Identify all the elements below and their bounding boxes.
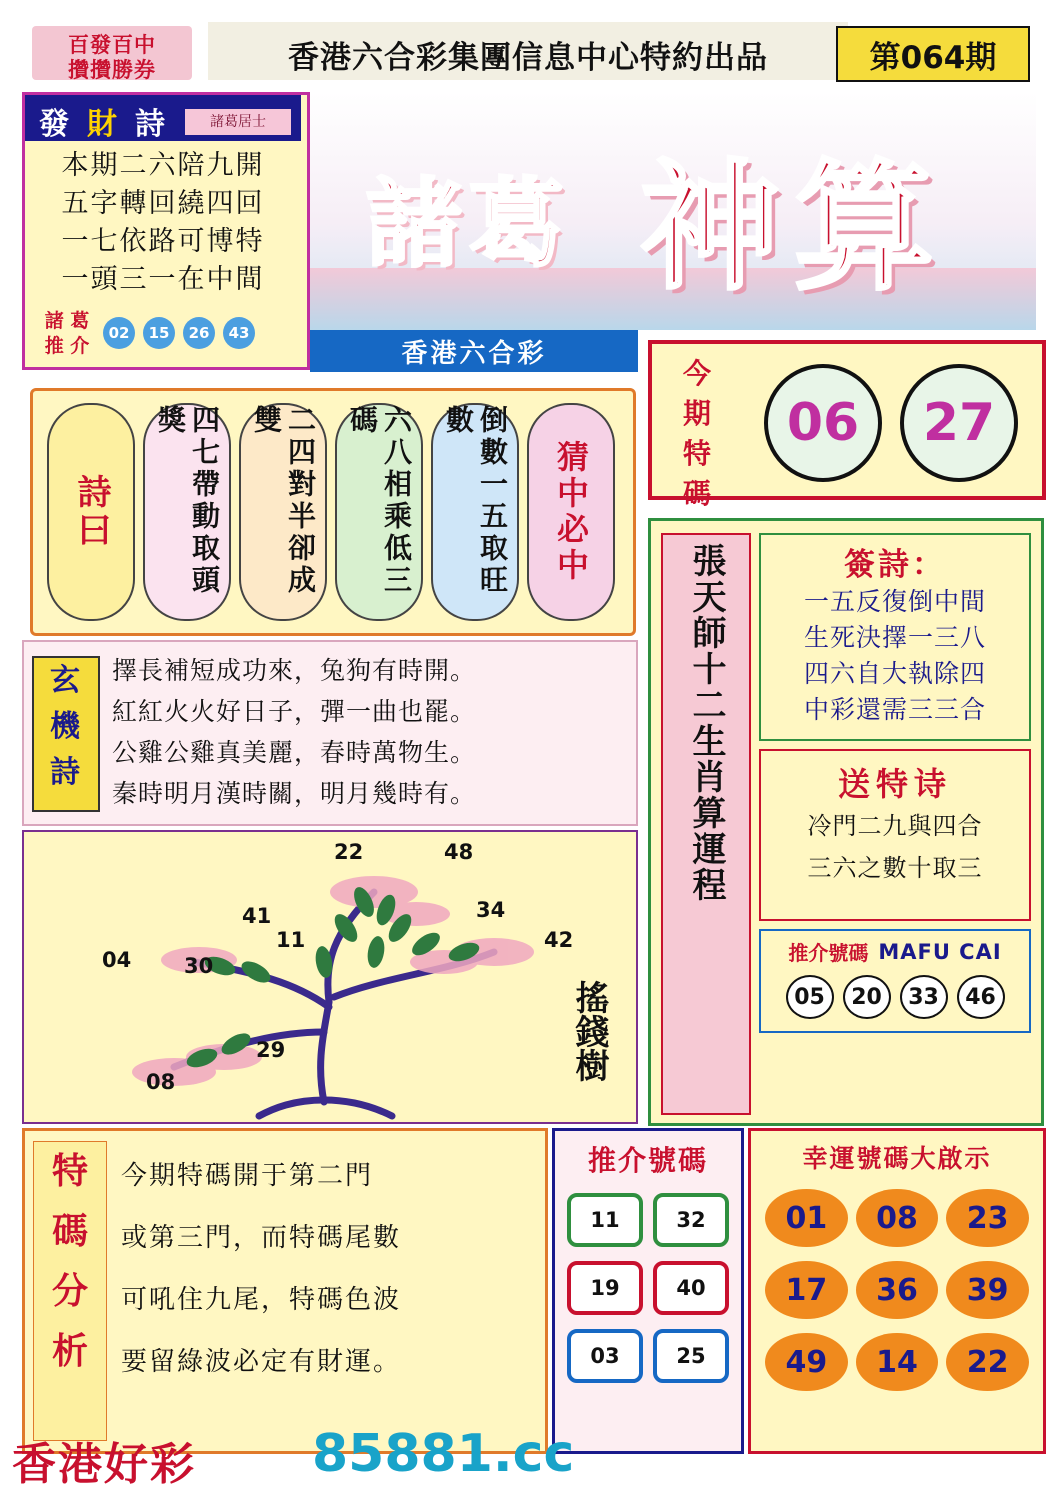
poem-line: 五字轉回繞四回 [61,188,265,219]
recommend-ball: 25 [653,1329,729,1383]
capsule-item [47,403,135,621]
analysis-line: 可吼住九尾，特碼色波 [121,1285,402,1315]
xuanji-line: 公雞公雞真美麗，春時萬物生。 [112,738,477,767]
recommend-ball: 11 [567,1193,643,1247]
bottom-recommend-grid [567,1193,729,1383]
special-ball-2: 27 [900,364,1018,482]
hero-title-art [310,92,1036,330]
recommend-number: 05 [786,975,834,1019]
recommend-ball: 32 [653,1193,729,1247]
qianshi-box [759,533,1031,741]
capsule-item [143,403,231,621]
analysis-line: 要留綠波必定有財運。 [121,1347,402,1377]
special-analysis-text [121,1145,537,1393]
tree-number: 29 [256,1038,286,1062]
money-tree-panel [22,830,638,1124]
recommend-number: 46 [957,975,1005,1019]
recommend-number-box [759,929,1031,1033]
capsule-text: 二四對半卻成雙 [250,405,317,597]
issue-label: 第064期 [869,39,997,76]
tree-number: 48 [444,840,474,864]
capsule-text: 六八相乘低三碼 [346,405,413,597]
capsule-text: 倒數一五取旺數 [442,405,509,597]
zhang-tianshi-banner [661,533,751,1115]
tree-number: 41 [242,904,272,928]
songte-line: 冷門二九與四合 [807,812,983,840]
lucky-ball: 17 [765,1261,848,1319]
poem-title-char-1: 發 [39,107,69,142]
watermark [12,1424,712,1490]
brand-logo-line1: 百發百中 [68,33,156,57]
hero-subtitle: 香港六合彩 [401,338,547,369]
analysis-line: 或第三門，而特碼尾數 [121,1223,402,1253]
recommend-label-en: MAFU CAI [878,939,1002,964]
special-number-label: 今 期 特 碼 [662,354,732,482]
qianshi-line: 四六自大執除四 [803,659,986,688]
hero-subtitle-bar [310,330,638,372]
special-analysis-label: 特 碼 分 析 [33,1141,107,1441]
hero-title-part1: 諸葛 [366,168,570,280]
poem-recommend-label-2: 推 介 [44,335,90,357]
bottom-recommend-title: 推介號碼 [587,1144,708,1177]
xuanji-line: 擇長補短成功來，兔狗有時開。 [112,656,477,685]
zhang-tianshi-title: 張天師十二生肖算運程 [686,543,726,903]
poem-recommend-numbers [103,317,255,349]
poem-number-ball: 26 [183,317,215,349]
lucky-ball: 22 [946,1333,1029,1391]
capsule-text: 詩曰 [71,474,111,550]
lucky-number-panel [748,1128,1046,1454]
special-number-box [648,340,1046,510]
capsule-hints-panel [30,388,636,636]
money-tree-illustration [24,832,636,1122]
special-ball-1: 06 [764,364,882,482]
lucky-ball: 36 [856,1261,939,1319]
poem-title-char-3: 詩 [135,107,165,142]
qianshi-line: 一五反復倒中間 [803,587,986,616]
lucky-number-title: 幸運號碼大啟示 [802,1144,992,1173]
lucky-ball: 49 [765,1333,848,1391]
capsule-item [527,403,615,621]
poem-line: 一頭三一在中間 [61,264,265,295]
tree-number: 30 [184,954,214,978]
right-fortune-panel [648,518,1044,1126]
lucky-ball: 23 [946,1189,1029,1247]
lucky-ball: 14 [856,1333,939,1391]
recommend-ball: 03 [567,1329,643,1383]
poem-recommend-label [35,309,99,359]
recommend-number-list [761,975,1029,1019]
poem-number-ball: 43 [223,317,255,349]
bottom-recommend-panel [552,1128,744,1454]
brand-logo [32,26,192,80]
recommend-number-header [761,937,1029,966]
issue-badge [836,26,1030,82]
qianshi-line: 中彩還需三三合 [803,695,986,724]
poem-number-ball: 02 [103,317,135,349]
poem-line: 一七依路可博特 [61,226,265,257]
poem-number-ball: 15 [143,317,175,349]
tree-number: 22 [334,840,364,864]
fortune-poem-box [22,92,310,370]
poem-signature: 諸葛居士 [185,109,291,135]
lucky-ball: 39 [946,1261,1029,1319]
capsule-text: 猜中必中 [552,440,590,584]
special-analysis-panel [22,1128,548,1454]
songte-line: 三六之數十取三 [807,854,983,882]
poem-title-char-2: 財 [87,107,117,142]
brand-logo-line2: 攢攢勝券 [68,58,156,82]
tree-number: 11 [276,928,306,952]
analysis-line: 今期特碼開于第二門 [121,1161,374,1191]
page-title: 香港六合彩集團信息中心特約出品 [288,40,768,76]
qianshi-title: 簽詩： [844,547,946,583]
recommend-number: 33 [900,975,948,1019]
xuanji-line: 紅紅火火好日子，彈一曲也罷。 [112,697,477,726]
tree-number: 34 [476,898,506,922]
songte-box [759,749,1031,921]
watermark-site: 85881.cc [312,1424,575,1484]
header [18,22,1040,84]
fortune-poem-header [25,95,301,141]
recommend-label-cn: 推介號碼 [788,941,869,965]
recommend-ball: 40 [653,1261,729,1315]
watermark-text: 香港好彩 [12,1439,196,1490]
songte-title: 送特诗 [837,765,952,803]
hero-title-part2: 神算 [640,147,949,310]
lucky-ball: 01 [765,1189,848,1247]
xuanji-line: 秦時明月漢時關，明月幾時有。 [112,779,477,808]
tree-number: 42 [544,928,574,952]
poem-line: 本期二六陪九開 [61,150,265,181]
money-tree-label: 搖錢樹 [569,980,609,1082]
poem-recommend-label-1: 諸 葛 [44,310,90,332]
capsule-item [239,403,327,621]
xuanji-poem-panel [22,640,638,826]
qianshi-line: 生死決擇一三八 [803,623,986,652]
recommend-number: 20 [843,975,891,1019]
xuanji-lines [112,650,630,814]
poem-recommend-row [31,307,299,361]
tree-number: 08 [146,1070,176,1094]
tree-number: 04 [102,948,132,972]
capsule-item [431,403,519,621]
lucky-number-grid [765,1189,1029,1391]
recommend-ball: 19 [567,1261,643,1315]
fortune-poem-lines [25,147,301,299]
capsule-item [335,403,423,621]
lucky-ball: 08 [856,1189,939,1247]
capsule-text: 四七帶動取頭獎 [154,405,221,597]
xuanji-label: 玄 機 詩 [32,656,100,812]
